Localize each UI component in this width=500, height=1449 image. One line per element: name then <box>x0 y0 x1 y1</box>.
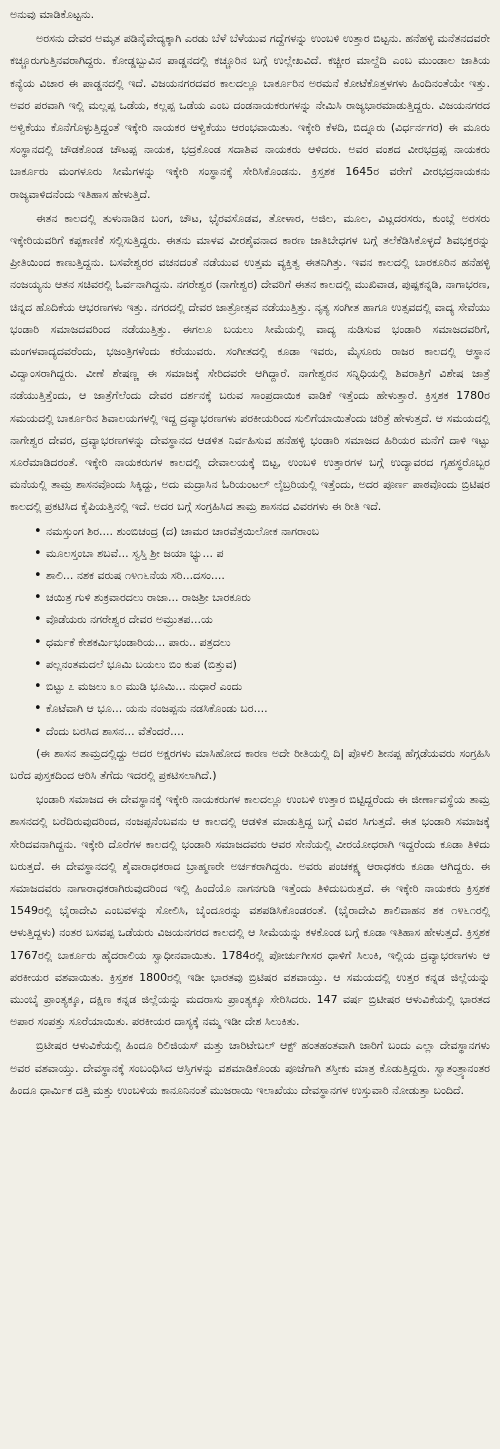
inscription-line: • ಬಿಟ್ಟು ೭ ಮಜಲು ೩೦ ಮುಡಿ ಭೂಮಿ... ನುಧಾರೆ ಎಂದು <box>34 676 490 698</box>
inscription-line: • ಪಲ್ಲನಂತಮದಲೆ ಭೂಮಿ ಬಯಲು ಬಿಂ ಕುಪ (ಬಿತ್ತುವ) <box>34 654 490 676</box>
inscription-list <box>10 521 490 743</box>
inscription-line: • ಚಯಿತ್ರ ಗುಳಿ ಶುಕ್ರವಾರದಲು ರಾಜಾ... ರಾಜಶ್ರೀ ಬಾರಕೂರು <box>34 587 490 609</box>
inscription-line: • ದೆಂದು ಬರಸಿದ ಶಾಸನ... ವೆತೆಂದರೆ.... <box>34 721 490 743</box>
inscription-line: • ಮೂಲಸ್ತಂಬಾ ಶಬವೆ... ಸ್ವಸ್ತಿ ಶ್ರೀ ಜಯಾ ಭ್ಯು... ಪ <box>34 543 490 565</box>
paragraph-ikkeri-history: ಭಂಡಾರಿ ಸಮಾಜದ ಈ ದೇವಸ್ಥಾನಕ್ಕೆ ಇಕ್ಕೇರಿ ನಾಯಕರುಗಳ ಕಾಲದಲ್ಲೂ ಉಂಬಳಿ ಉತ್ತಾರ ಬಿಟ್ಟಿದ್ದರೆಂದು ಈ ಜೀರ್ಣಾವಸ್ಥೆಯ ತಾಮ್ರ ಶಾಸನದಲ್ಲಿ ಬರೆದಿರುವುದರಿಂದ, ನಂಜಪ್ಪನೆಂಬವನು ಆ ಕಾಲದಲ್ಲಿ ಆಡಳಿತ ಮಾಡುತ್ತಿದ್ದ ಬಗ್ಗೆ ವಿವರ ಸಿಗುತ್ತದೆ. ಈತ ಭಂಡಾರಿ ಸಮಾಜಕ್ಕೆ ಸೇರಿದವನಾಗಿದ್ದನು. ಇಕ್ಕೇರಿ ದೊರೆಗಳ ಕಾಲದಲ್ಲಿ ಭಂಡಾರಿ ಸಮಾಜದವರು ಆವರ ಸೇನೆಯಲ್ಲಿ ವೀರಯೋಧರಾಗಿ ಇದ್ದರೆಂದು ಕೂಡಾ ತಿಳಿದು ಬರುತ್ತದೆ. ಈ ದೇವಸ್ಥಾನದಲ್ಲಿ ಶೈವಾರಾಧಕರಾದ ಬ್ರಾಹ್ಮಣರೇ ಅರ್ಚಕರಾಗಿದ್ದರು. ಅವರು ಪಂಚಕಕ್ಷ್ಯ ಆರಾಧಕರು ಕೂಡಾ ಆಗಿದ್ದರು. ಈ ಸಮಾಜದವರು ನಾಗಾರಾಧಕರಾಗಿರುವುದರಿಂದ ಇಲ್ಲಿ ಹಿಂದೆಯೊ ನಾಗನಗುಡಿ ಇತ್ತೆಂದು ತಿಳಿದುಬರುತ್ತದೆ. ಈ ಇಕ್ಕೇರಿ ನಾಯಕರು ಕ್ರಿಸ್ತಶಕ 1549ರಲ್ಲಿ ಭೈರಾದೇವಿ ಎಂಬವಳನ್ನು ಸೋಲಿಸಿ, ಬೈಂದೂರನ್ನು ವಶಪಡಿಸಿಕೊಂಡರಂತೆ. (ಭೈರಾದೇವಿ ಶಾಲಿವಾಹನ ಶಕ ೧೪೬೧ರಲ್ಲಿ ಆಳುತ್ತಿದ್ದಳು) ನಂತರ ಬಸವಪ್ಪ ಒಡೆಯರು ವಿಜಯನಗರದ ಕಾಲದಲ್ಲಿ ಆ ಸೀಮೆಯನ್ನು ಕಳಕೊಂಡ ಬಗ್ಗೆ ಕೂಡಾ ಇತಿಹಾಸ ಹೇಳುತ್ತದೆ. ಕ್ರಿಸ್ತಶಕ 1767ರಲ್ಲಿ ಬಾರ್ಕೂರು ಹೈದರಾಲಿಯ ಸ್ವಾಧೀನವಾಯಿತು. 1784ರಲ್ಲಿ ಪೋರ್ಚುಗೀಸರ ಧಾಳಿಗೆ ಸಿಲುಕಿ, ಇಲ್ಲಿಯ ದ್ರವ್ಯಾಭರಣಗಳು ಆ ಪರಕೀಯರ ವಶವಾಯಿತು. ಕ್ರಿಸ್ತಶಕ 1800ರಲ್ಲಿ ಇಡೀ ಭಾರತವು ಬ್ರಿಟಿಷರ ವಶವಾಯ್ತು. ಆ ಸಮಯದಲ್ಲಿ ಉತ್ತರ ಕನ್ನಡ ಜಿಲ್ಲೆಯನ್ನು ಮುಂಬೈ ಪ್ರಾಂತ್ಯಕ್ಕೂ, ದಕ್ಷಿಣ ಕನ್ನಡ ಜಿಲ್ಲೆಯನ್ನು ಮದರಾಸು ಪ್ರಾಂತ್ಯಕ್ಕೂ ಸೇರಿಸಿದರು. 147 ವರ್ಷ ಬ್ರಿಟೀಷರ ಆಳುವಿಕೆಯಲ್ಲಿ ಭಾರತದ ಅಪಾರ ಸಂಪತ್ತು ಸೂರೆಯಾಯಿತು. ಪರಕೀಯರ ದಾಸ್ಯಕ್ಕೆ ನಮ್ಮ ಇಡೀ ದೇಶ ಸಿಲುಕಿತು. <box>10 793 490 1029</box>
inscription-line: • ಧರ್ಮಕೆ ಕೇಶಕರ್ಮಿಭಂಡಾರಿಯ... ಪಾರು.. ಪತ್ರದಲು <box>34 632 490 654</box>
paragraph-british-rule: ಬ್ರಿಟೀಷರ ಆಳುವಿಕೆಯಲ್ಲಿ ಹಿಂದೂ ರಿಲಿಜಿಯಸ್ ಮತ್ತು ಚಾರಿಟೇಬಲ್ ಆಕ್ಟ್ ಹಂತಹಂತವಾಗಿ ಜಾರಿಗೆ ಬಂದು ಎಲ್ಲಾ ದೇವಸ್ಥಾನಗಳು ಅವರ ವಶವಾಯ್ತು. ದೇವಸ್ಥಾನಕ್ಕೆ ಸಂಬಂಧಿಸಿದ ಆಸ್ತಿಗಳನ್ನು ವಶಮಾಡಿಕೊಂಡು ಪೂಜೆಗಾಗಿ ತಸ್ತೀಕು ಮಾತ್ರ ಕೊಡುತ್ತಿದ್ದರು. ಸ್ವಾತಂತ್ರ್ಯಾನಂತರ ಹಿಂದೂ ಧಾರ್ಮಿಕ ದತ್ತಿ ಮತ್ತು ಉಂಬಳಿಯ ಕಾನೂನಿನಂತೆ ಮುಜರಾಯಿ ಇಲಾಖೆಯು ದೇವಸ್ಥಾನಗಳ ಉಸ್ತುವಾರಿ ನೋಡುತ್ತಾ ಬಂದಿದೆ. <box>10 1039 490 1097</box>
paragraph-vijayanagara: ಅರಸನು ದೇವರ ಅಮೃತ ಪಡಿನೈವೇದ್ಯಕ್ಕಾಗಿ ಎರಡು ಬೆಳೆ ಬೆಳೆಯುವ ಗದ್ದೆಗಳನ್ನು ಉಂಬಳಿ ಉತ್ತಾರ ಬಿಟ್ಟನು. ಹನೆಹಳ್ಳಿ ಮನೆತನದವರೇ ಕಚ್ಚೂರುಗುತ್ತಿನವರಾಗಿದ್ದರು. ಕೋಡ್ಡಬ್ಬುವಿನ ಪಾಡ್ಡನದಲ್ಲಿ ಕಚ್ಚೂರಿನ ಬಗ್ಗೆ ಉಲ್ಲೇಖವಿದೆ. ಕಚ್ಚೀರ ಮಾಲ್ದೆದಿ ಎಂಬ ಮುಂಡಾಲ ಜಾತಿಯ ಕನ್ಯೆಯ ವಿಚಾರ ಈ ಪಾಡ್ಡನದಲ್ಲಿ ಇದೆ. ವಿಜಯನಗರದವರ ಕಾಲದಲ್ಲೂ ಬಾರ್ಕೂರಿನ ಅರಮನೆ ಕೋಟೆಕೊತ್ತಳಗಳು ಹಿಂದಿನಂತೆಯೇ ಇತ್ತು. ಅವರ ಪರವಾಗಿ ಇಲ್ಲಿ ಮಲ್ಲಪ್ಪ ಒಡೆಯ, ಕಲ್ಲಪ್ಪ ಒಡೆಯ ಎಂಬ ದಂಡನಾಯಕರುಗಳನ್ನು ನೇಮಿಸಿ ರಾಜ್ಯಭಾರಮಾಡುತ್ತಿದ್ದರು. ವಿಜಯನಗರದ ಅಳ್ವಿಕೆಯು ಕೊನೆಗೊಳ್ಳುತ್ತಿದ್ದಂತೆ ಇಕ್ಕೇರಿ ನಾಯಕರ ಆಳ್ವಿಕೆಯು ಆರಂಭವಾಯಿತು. ಇಕ್ಕೇರಿ ಕೆಳದಿ, ಬಿದ್ನೂರು (ವಿರ್ಧರ್ನಗರ) ಈ ಮೂರು ಸಂಸ್ಥಾನದಲ್ಲಿ ಚೌಡಕೊಂಡ ಚೌಟಪ್ಪ ನಾಯಕ, ಭದ್ರಕೊಂಡ ಸದಾಶಿವ ನಾಯಕರು ಆಳಿದರು. ಅವರ ವಂಶದ ವೀರಭದ್ರಪ್ಪ ನಾಯಕರು ಬಾರ್ಕೂರು ಮಂಗಳೂರು ಸೀಮೆಗಳನ್ನು ಇಕ್ಕೇರಿ ಸಂಸ್ಥಾನಕ್ಕೆ ಸೇರಿಸಿಕೊಂಡನು. ಕ್ರಿಸ್ತಶಕ 1645ರ ವರೇಗೆ ವೀರಭದ್ರನಾಯಕನು ರಾಜ್ಯವಾಳಿದನೆಂದು ಇತಿಹಾಸ ಹೇಳುತ್ತಿದೆ. <box>10 32 490 201</box>
inscription-line: • ಶಾಲಿ... ನಶಕ ವರುಷ ೧೪೧೬ನೆಯ ಸರಿ...ದಸಂ.... <box>34 565 490 587</box>
inscription-note: (ಈ ಶಾಸನ ತಾಮ್ರದಲ್ಲಿದ್ದು ಅದರ ಅಕ್ಷರಗಳು ಮಾಸಿಹೋದ ಕಾರಣ ಅದೇ ರೀತಿಯಲ್ಲಿ ದಿ| ಪೊಳಲಿ ಶೀನಪ್ಪ ಹೆಗ್ಗಡೆಯವರು ಸಂಗ್ರಹಿಸಿ ಬರೆದ ಪುಸ್ತಕದಿಂದ ಆರಿಸಿ ತೆಗೆದು ಇದರಲ್ಲಿ ಪ್ರಕಟಿಸಲಾಗಿದೆ.) <box>10 746 490 782</box>
paragraph-bhandari-community: ಈತನ ಕಾಲದಲ್ಲಿ ತುಳುನಾಡಿನ ಬಂಗ, ಚೌಟ, ಭೈರವಸೊಡವ, ತೋಳಾರ, ಅಜಿಲ, ಮೂಲ, ವಿಟ್ಲದರಸರು, ಕುಂಬ್ಲೆ ಅರಸರು ಇಕ್ಕೇರಿಯವರಿಗೆ ಕಪ್ಪಕಾಣಿಕೆ ಸಲ್ಲಿಸುತ್ತಿದ್ದರು. ಈತನು ಮಾಳವ ವೀರಶೈವನಾದ ಕಾರಣ ಜಾತಿಬೇಧಗಳ ಬಗ್ಗೆ ತಲೆಕೆಡಿಸಿಕೊಳ್ಳದೆ ಶಿವಭಕ್ತರನ್ನು ಪ್ರೀತಿಯಿಂದ ಕಾಣುತ್ತಿದ್ದನು. ಬಸವೇಶ್ವರರ ವಚನದಂತೆ ನಡೆಯುವ ಉತ್ತಮ ವ್ಯಕ್ತಿತ್ವ ಈತನಿಗಿತ್ತು. ಇವನ ಕಾಲದಲ್ಲಿ ಬಾರಕೂರಿನ ಹನೆಹಳ್ಳಿ ನಂಜಯ್ಯನು ಆತನ ಸಚಿವರಲ್ಲಿ ಓರ್ವನಾಗಿದ್ದನು. ನಗರೇಶ್ವರ (ನಾಗೇಶ್ವರ) ದೇವರಿಗೆ ಈತನ ಕಾಲದಲ್ಲಿ ಮುಖಿವಾಡ, ಪುಷ್ಪಕನ್ನಡಿ, ನಾಗಾಭರಣ, ಚಿನ್ನದ ಹೊದಿಕೆಯ ಆಭರಣಗಳು ಇತ್ತು. ನಗರದಲ್ಲಿ ದೇವರ ಜಾತ್ರೋತ್ಸವ ನಡೆಯುತ್ತಿತ್ತು. ನೃತ್ಯ ಸಂಗೀತ ಹಾಗೂ ಉತ್ಸವದಲ್ಲಿ ವಾದ್ಯ ಸೇವೆಯು ಭಂಡಾರಿ ಸಮಾಜದವರಿಂದ ನಡೆಯುತ್ತಿತ್ತು. ಈಗಲೂ ಬಯಲು ಸೀಮೆಯಲ್ಲಿ ವಾದ್ಯ ನುಡಿಸುವ ಭಂಡಾರಿ ಸಮಾಜದವರಿಗೆ, ಮಂಗಳವಾದ್ಯದವರೆಂದು, ಭಜಂತ್ರಿಗಳೆಂದು ಕರೆಯುವರು. ಸಂಗೀತದಲ್ಲಿ ಕೂಡಾ ಇವರು, ಮೈಸೂರು ರಾಜರ ಕಾಲದಲ್ಲಿ ಆಸ್ಥಾನ ವಿದ್ವಾಂಸರಾಗಿದ್ದರು. ವೀಣೆ ಶೇಷಣ್ಣ ಈ ಸಮಾಜಕ್ಕೆ ಸೇರಿದವರೇ ಆಗಿದ್ದಾರೆ. ನಾಗೇಶ್ವರನ ಸನ್ನಿಧಿಯಲ್ಲಿ ಶಿವರಾತ್ರಿಗೆ ವಿಶೇಷ ಜಾತ್ರೆ ನಡೆಯುತ್ತಿತ್ತೆಂದು, ಆ ಜಾತ್ರೆಗೆಲೆಂದು ದೇವರ ದರ್ಶನಕ್ಕೆ ಬರುವ ಸಾಂಪ್ರದಾಯಿಕ ವಾಡಿಕೆ ಇತ್ತೆಂದು ಹೇಳುತ್ತಾರೆ. ಕ್ರಿಸ್ತಶಕ 1780ರ ಸಮಯದಲ್ಲಿ ಬಾರ್ಕೂರಿನ ಶಿವಾಲಯಗಳಲ್ಲಿ ಇದ್ದ ದ್ರವ್ಯಾಭರಣಗಳು ಪರಕೀಯರಿಂದ ಸುಲಿಗೆಯಾಯಿತೆಂದು ಚರಿತ್ರೆ ಹೇಳುತ್ತದೆ. ಆ ಸಮಯದಲ್ಲಿ ನಾಗೇಶ್ವರ ದೇವರ, ದ್ರವ್ಯಾಭರಣಗಳನ್ನು ದೇವಸ್ಥಾನದ ಆಡಳಿತ ನಿರ್ವಹಿಸುವ ಹನೆಹಳ್ಳಿ ಭಂಡಾರಿ ಸಮಾಜದ ಹಿರಿಯರ ಮನೆಗೆ ದಾಳಿ ಇಟ್ಟು ಸೂರೆಮಾಡಿದರಂತೆ. ಇಕ್ಕೇರಿ ನಾಯಕರುಗಳ ಕಾಲದಲ್ಲಿ ದೇವಾಲಯಕ್ಕೆ ಬಿಟ್ಟ, ಉಂಬಳಿ ಉತ್ತಾರಗಳ ಬಗ್ಗೆ ಉದ್ಯಾವರದ ಗೃಹಸ್ಥರೊಬ್ಬರ ಮನೆಯಲ್ಲಿ ತಾಮ್ರ ಶಾಸನವೊಂದು ಸಿಕ್ಕಿದ್ದು, ಅದು ಮದ್ರಾಸಿನ ಓರಿಯಂಟಲ್ ಲೈಬ್ರರಿಯಲ್ಲಿ ಇತ್ತೆಂದು, ಅದರ ಪೂರ್ಣ ಪಾಠವೊಂದು ಬ್ರಿಟಿಷರ ಕಾಲದಲ್ಲಿ ಪ್ರಕಟಿಸಿದ ಕೈಪಿಯತ್ತಿನಲ್ಲಿ ಇದೆ. ಅದರ ಬಗ್ಗೆ ಸಂಗ್ರಹಿಸಿದ ತಾಮ್ರ ಶಾಸನದ ವಿವರಗಳು ಈ ರೀತಿ ಇದೆ. <box>10 211 490 514</box>
inscription-line: • ವೊಡೆಯರು ನಗರೇಶ್ವರ ದೇವರ ಅಮ್ರುತಪ...ಯ <box>34 609 490 631</box>
inscription-line: • ನಮಸ್ತುಂಗ ಶಿರ.... ಶುಂಬಿಚಂದ್ರ (ದ) ಚಾಮರ ಚಾರವೆತ್ರಯಿಲೋಕ ನಾಗರಾಂಬ <box>34 521 490 543</box>
opening-line: ಅನುವು ಮಾಡಿಕೊಟ್ಟನು. <box>10 8 95 21</box>
inscription-line: • ಕೊಟೆವಾಗಿ ಆ ಭೂ... ಯನು ನಂಜಪ್ಪನು ನಡಸಿಕೊಂಡು ಬರ.... <box>34 698 490 720</box>
